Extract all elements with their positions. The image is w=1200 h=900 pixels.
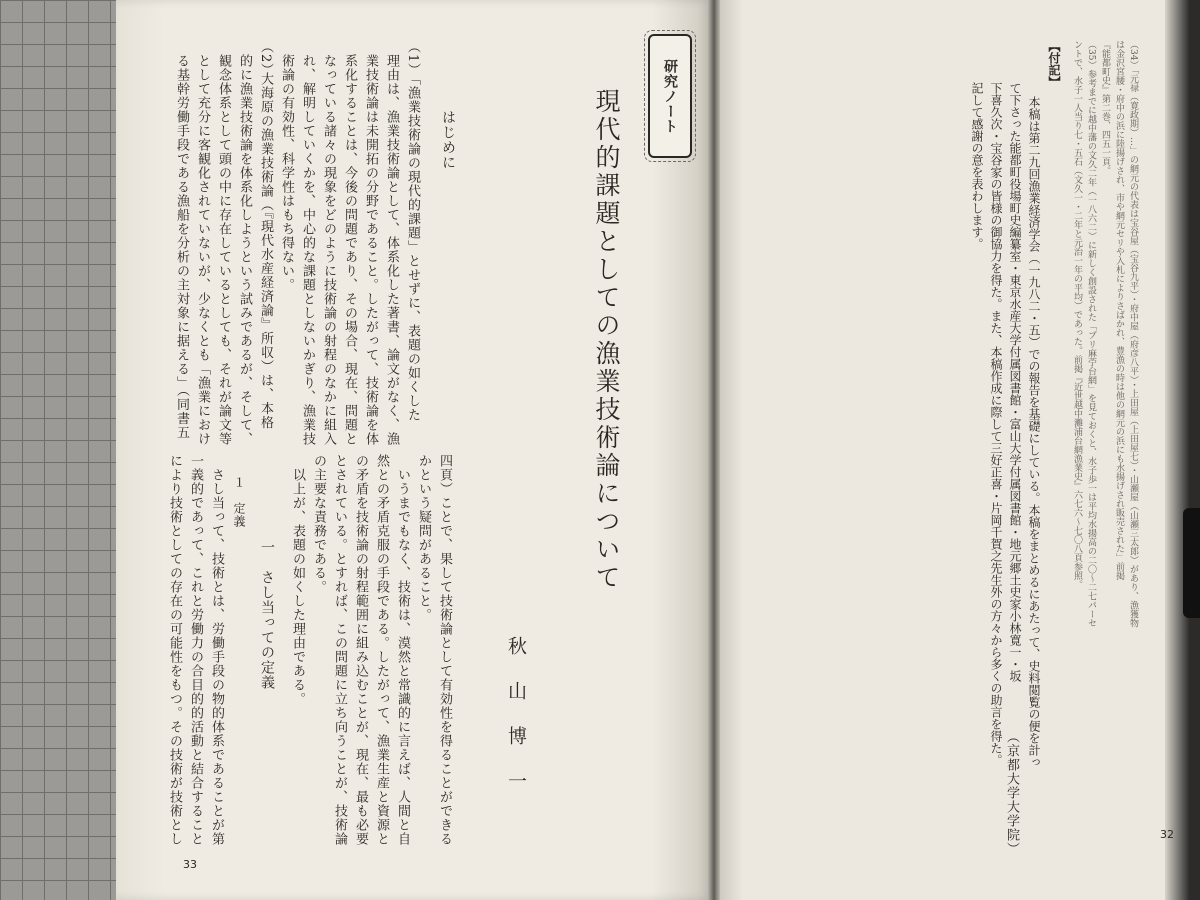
intro-line: 系化することは、今後の問題であり、その場合、現在、問題と (342, 54, 357, 446)
intro-line: 「漁業技術論の現代的課題」とせずに、表題の如くした (405, 72, 420, 422)
intro-line: 大海原の漁業技術論（『現代水産経済論』所収）は、本格 (258, 72, 273, 430)
article-title: 現代的課題としての漁業技術論について (592, 88, 621, 592)
body-line: かという疑問があること。 (416, 454, 431, 622)
research-note-badge (648, 34, 692, 158)
body-line: とされている。とすれば、この問題に立ち向うことが、技術論 (332, 454, 347, 846)
intro-line: （2） (258, 40, 273, 78)
ack-line: て下さった能都町役場町史編纂室・東京水産大学付属図書館・富山大学付属図書館・地元郷土史家小林寛一・坂 (1008, 82, 1022, 682)
footnote: （34）「元禄（寛政期）…」の網元の代表は宝谷屋（宝谷九平）・府中屋（府彦八平）・上田屋（上田屋七）・山瀬屋（山瀬三太郎）があり、漁獲物 (1128, 40, 1138, 628)
book-edge (1165, 0, 1200, 900)
intro-line: る基幹労働手段である漁船を分析の主対象に据える」（同書五 (174, 54, 189, 440)
ack-label: 【付記】 (1047, 40, 1061, 88)
body-line: 一義的であって、これと労働力の合目的的活動と結合すること (188, 454, 203, 846)
author-name: 秋山博一 (505, 636, 527, 816)
book-gutter (708, 0, 720, 900)
section-heading: 一 さし当っての定義 (259, 540, 275, 690)
intro-line: として充分に客観化されていないが、少なくとも「漁業におけ (195, 54, 210, 446)
body-line: 然との矛盾克服の手段である。したがって、漁業生産と資源と (374, 454, 389, 846)
body-line: により技術としての存在の可能性をもつ。その技術が技術とし (167, 454, 182, 846)
author-affiliation: （京都大学大学院） (1004, 730, 1019, 856)
footnote: ントで、水子一人当り七・五石（文久一・二年と元治一年の平均）であった。前掲『近世越中灘浦台網漁業史』六七六〜七〇八頁参照。 (1072, 40, 1082, 589)
intro-line: （1） (405, 40, 420, 78)
footnote: （35）参考までに越中藩の文久二年（一八六二）に新しく創設された「ブリ麻苧台網」を見ておくと、水子歩一は平均水揚高の二〇〜二七パーセ (1086, 40, 1096, 628)
body-line: の矛盾を技術論の射程範囲に組み込むことが、現在、最も必要 (353, 454, 368, 846)
footnote: 『能都町史』第二巻、四五一頁。 (1100, 40, 1110, 175)
footnote: は金沢宮腰・府中の浜に陸揚げされ、市や網元セリや入札によりさばかれ、豊漁の時は他の網元の浜にも水揚げされ販売された」前掲 (1114, 40, 1124, 580)
ack-line: 本稿は第二九回漁業経済学会（一九八二・五）での報告を基礎にしている。本稿をまとめるにあたって、史料閲覧の便を計っ (1027, 96, 1041, 768)
binder-clip (1183, 508, 1200, 618)
ack-line: 記して感謝の意を表わします。 (970, 82, 984, 250)
intro-line: 的に漁業技術論を体系化しようという試みであるが、そして、 (237, 54, 252, 446)
cutting-mat-background (0, 0, 118, 900)
body-line: 四頁）ことで、果して技術論として有効性を得ることができる (437, 454, 452, 846)
ack-line: 下喜久次・宝谷家の皆様の御協力を得た。また、本稿作成に際して三好正喜・片岡千賀之先生外の方々から多くの助言を得た。 (989, 82, 1003, 766)
page-number-right: 32 (1160, 828, 1174, 841)
body-line: いうまでもなく、技術は、漠然と常識的に言えば、人間と自 (395, 468, 410, 846)
page-number-left: 33 (183, 858, 197, 871)
intro-heading: はじめに (440, 110, 456, 170)
subsection-heading: １ 定義 (232, 476, 246, 528)
body-line: 以上が、表題の如くした理由である。 (290, 468, 305, 706)
intro-line: なっている諸々の現象をどのように技術論の射程のなかに組入 (321, 54, 336, 446)
body-line: の主要な責務である。 (311, 454, 326, 594)
intro-line: 術論の有効性、科学性はもち得ない。 (279, 54, 294, 292)
intro-line: 観念体系として頭の中に存在しているとしても、それが論文等 (216, 54, 231, 446)
intro-line: れ、解明していくかを、中心的な課題としないかぎり、漁業技 (300, 54, 315, 446)
intro-line: 理由は、漁業技術論として、体系化した著書、論文がなく、漁 (384, 54, 399, 446)
body-line: さし当って、技術とは、労働手段の物的体系であることが第 (209, 468, 224, 846)
intro-line: 業技術論は未開拓の分野であること。したがって、技術論を体 (363, 54, 378, 446)
badge-label: 研究ノート (662, 58, 678, 134)
